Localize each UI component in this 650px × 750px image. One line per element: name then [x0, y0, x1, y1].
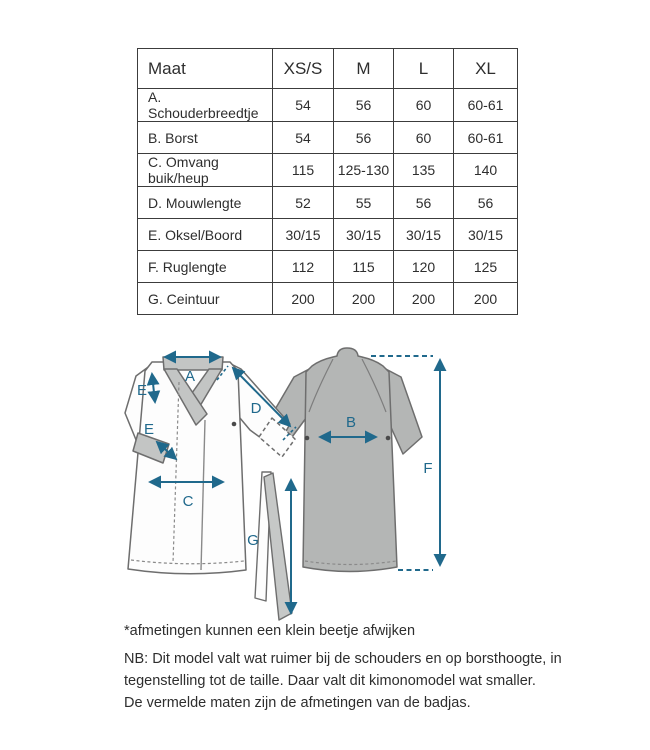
- column-header: XS/S: [273, 49, 334, 89]
- measurement-value: 56: [334, 122, 394, 154]
- measurement-value: 60-61: [454, 122, 518, 154]
- measurement-value: 54: [273, 89, 334, 122]
- column-header: XL: [454, 49, 518, 89]
- label-g: G: [247, 532, 259, 549]
- measurement-value: 135: [394, 154, 454, 187]
- measurement-value: 120: [394, 251, 454, 283]
- measurement-value: 200: [273, 283, 334, 315]
- measurement-label: E. Oksel/Boord: [138, 219, 273, 251]
- table-row: [138, 122, 518, 154]
- measurement-value: 125-130: [334, 154, 394, 187]
- size-table: [137, 48, 518, 315]
- measurement-value: 52: [273, 187, 334, 219]
- back-robe-illustration: [263, 348, 422, 572]
- table-row: [138, 187, 518, 219]
- measurement-value: 200: [454, 283, 518, 315]
- table-row: [138, 219, 518, 251]
- note-nb-line1: NB: Dit model valt wat ruimer bij de schouders en op borsthoogte, in: [124, 651, 562, 667]
- label-a: A: [184, 368, 196, 385]
- measurement-value: 56: [394, 187, 454, 219]
- measurement-label: A. Schouderbreedtje: [138, 89, 273, 122]
- measurement-value: 140: [454, 154, 518, 187]
- note-nb-line2: tegenstelling tot de taille. Daar valt dit kimonomodel wat smaller.: [124, 673, 536, 689]
- label-c: C: [182, 493, 194, 510]
- measurement-diagram: [0, 335, 650, 630]
- label-d: D: [250, 400, 262, 417]
- note-nb: [124, 648, 574, 692]
- measurement-value: 30/15: [273, 219, 334, 251]
- measurement-value: 30/15: [454, 219, 518, 251]
- column-header: L: [394, 49, 454, 89]
- measurement-value: 56: [334, 89, 394, 122]
- measurement-value: 125: [454, 251, 518, 283]
- footnotes: [124, 620, 574, 714]
- measurement-label: B. Borst: [138, 122, 273, 154]
- label-f: F: [423, 460, 433, 477]
- label-b: B: [345, 414, 357, 431]
- table-header-row: [138, 49, 518, 89]
- measurement-label: G. Ceintuur: [138, 283, 273, 315]
- measurement-value: 30/15: [334, 219, 394, 251]
- measurement-value: 115: [273, 154, 334, 187]
- measurement-value: 115: [334, 251, 394, 283]
- measurement-value: 55: [334, 187, 394, 219]
- table-row: [138, 251, 518, 283]
- table-row: [138, 89, 518, 122]
- column-header: M: [334, 49, 394, 89]
- measurement-label: F. Ruglengte: [138, 251, 273, 283]
- label-e-lower: E: [143, 421, 155, 438]
- measurement-value: 60: [394, 122, 454, 154]
- measurement-value: 60: [394, 89, 454, 122]
- measurement-value: 112: [273, 251, 334, 283]
- measurement-label: D. Mouwlengte: [138, 187, 273, 219]
- measurement-value: 200: [394, 283, 454, 315]
- note-closing: De vermelde maten zijn de afmetingen van de badjas.: [124, 695, 471, 711]
- table-row: [138, 154, 518, 187]
- belt-illustration: [255, 472, 292, 620]
- column-header: Maat: [138, 49, 273, 89]
- front-robe-illustration: [125, 357, 295, 574]
- measurement-value: 54: [273, 122, 334, 154]
- measurement-value: 56: [454, 187, 518, 219]
- measurement-label: C. Omvang buik/heup: [138, 154, 273, 187]
- measurement-value: 30/15: [394, 219, 454, 251]
- note-disclaimer: *afmetingen kunnen een klein beetje afwijken: [124, 623, 416, 639]
- table-row: [138, 283, 518, 315]
- measurement-value: 200: [334, 283, 394, 315]
- label-e-upper: E: [136, 382, 148, 399]
- measurement-value: 60-61: [454, 89, 518, 122]
